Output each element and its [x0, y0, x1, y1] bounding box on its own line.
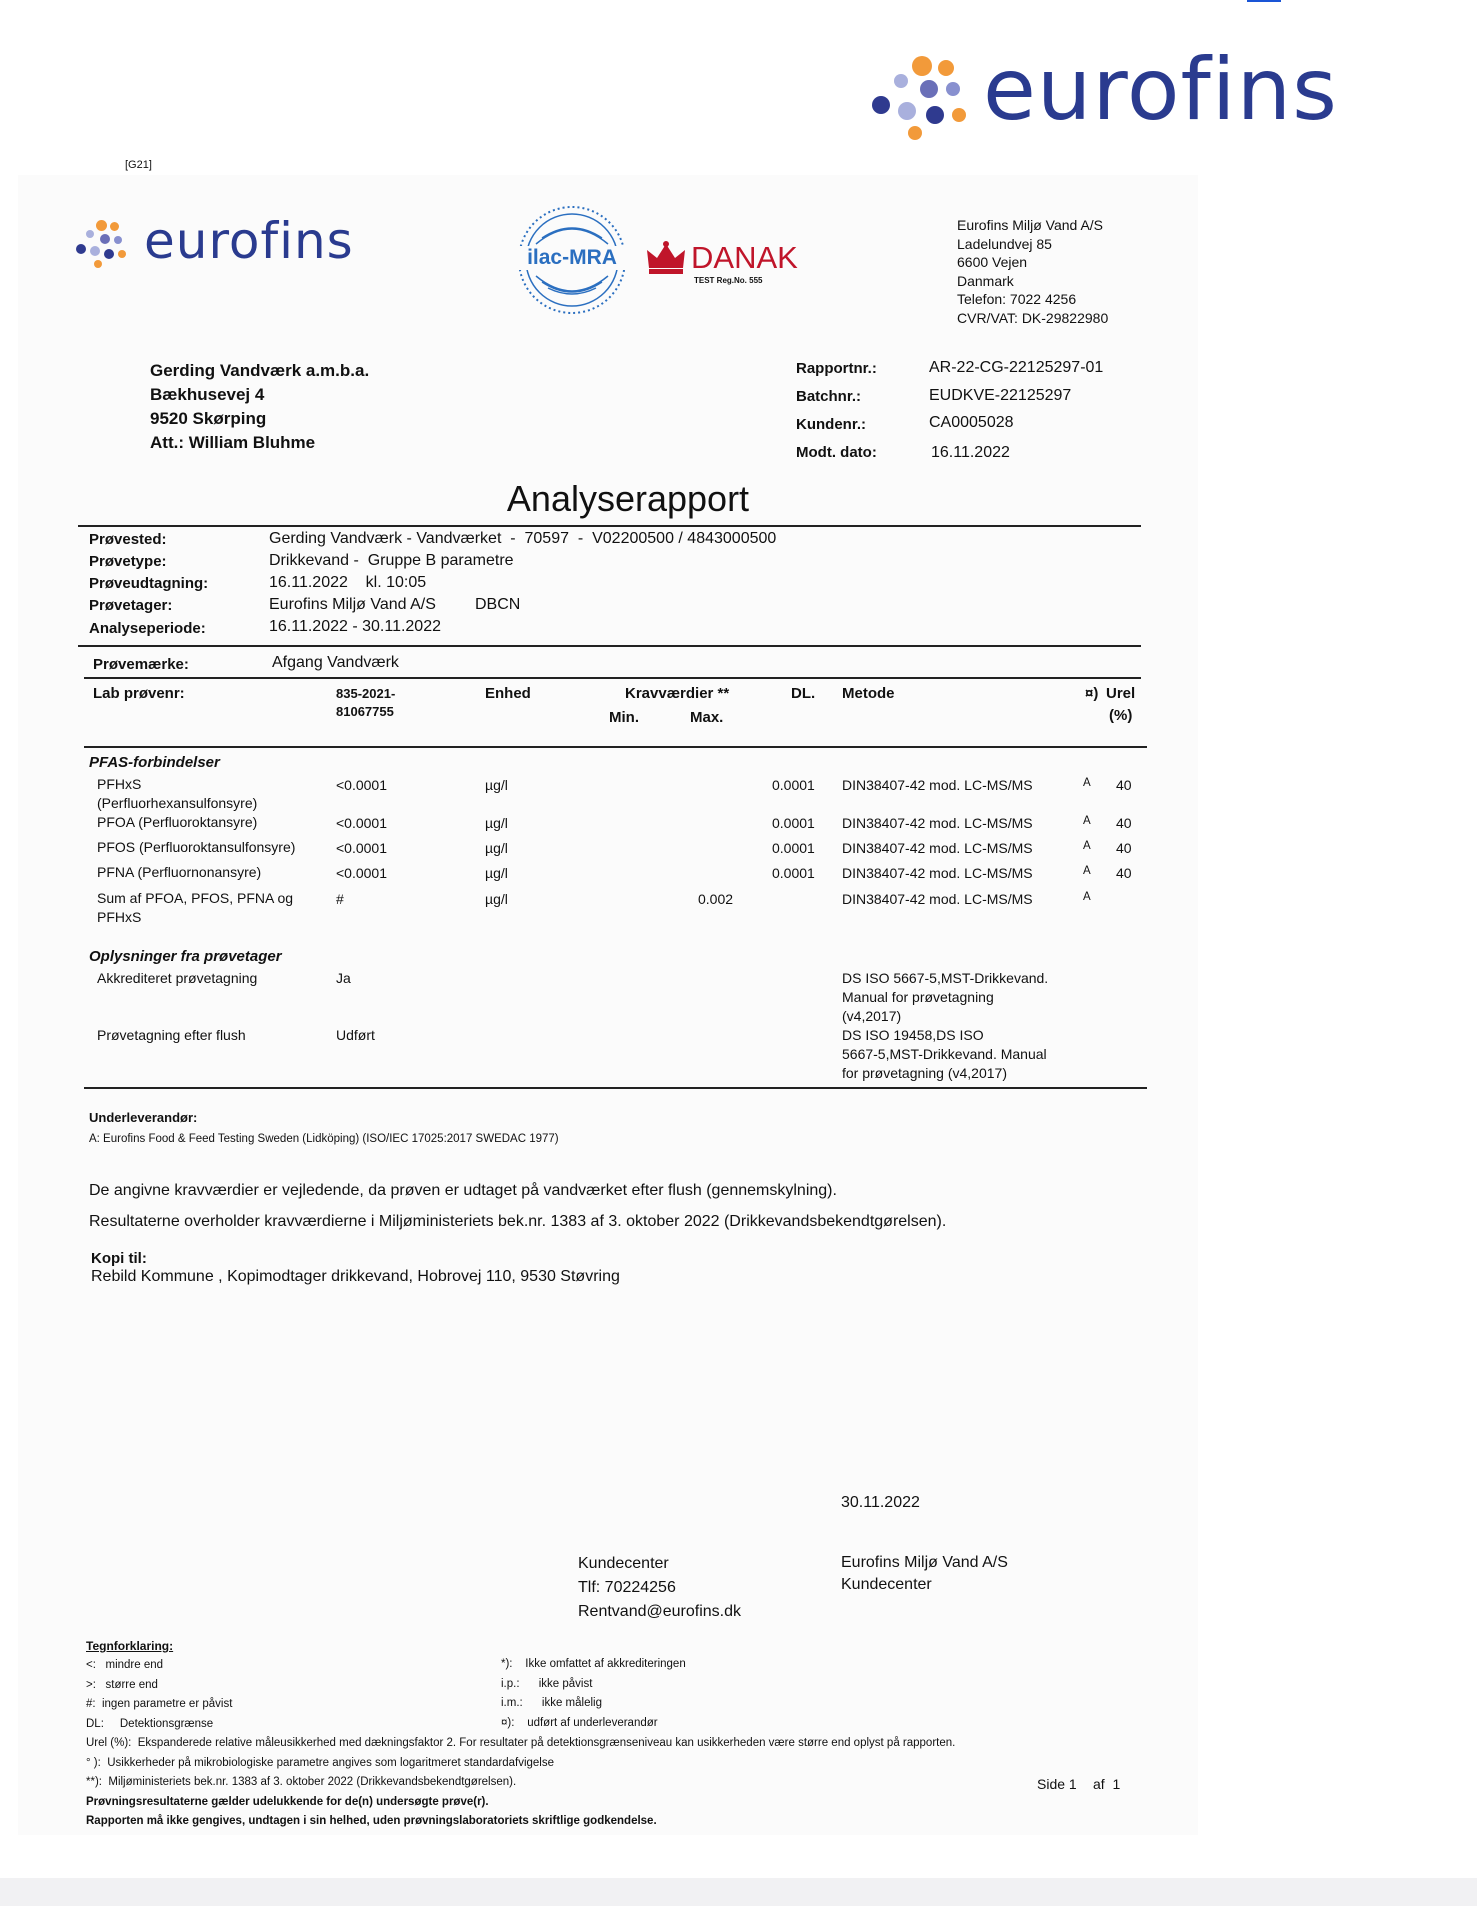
- legend-note: Urel (%): Ekspanderede relative måleusikkerhed med dækningsfaktor 2. For resultater på detektionsgrænseniveau kan usikkerheden være større end oplyst på rapporten.: [86, 1737, 956, 1749]
- eurofins-logo-large: [868, 40, 1338, 142]
- danak-wordmark: DANAK: [691, 240, 798, 275]
- unit: µg/l: [485, 777, 508, 793]
- method: DIN38407-42 mod. LC-MS/MS: [842, 815, 1033, 831]
- subcontractor-text: A: Eurofins Food & Feed Testing Sweden (Lidköping) (ISO/IEC 17025:2017 SWEDAC 1977): [89, 1133, 559, 1145]
- col-max: Max.: [690, 709, 724, 726]
- contact-email[interactable]: Rentvand@eurofins.dk: [578, 1603, 741, 1620]
- unit: µg/l: [485, 815, 508, 831]
- analysis-period-value: 16.11.2022 - 30.11.2022: [269, 618, 441, 635]
- legend-item: i.p.: ikke påvist: [501, 1677, 593, 1690]
- param-name: PFOS (Perfluoroktansulfonsyre): [97, 839, 296, 855]
- eurofins-logo-small: [76, 212, 356, 276]
- info-result: Ja: [336, 970, 351, 986]
- dl: 0.0001: [772, 865, 815, 881]
- param-name: PFHxS: [97, 776, 142, 792]
- customer-number-value: CA0005028: [929, 414, 1014, 431]
- customer-name: Gerding Vandværk a.m.b.a.: [150, 361, 370, 380]
- col-dl: DL.: [791, 685, 816, 702]
- analysis-period-label: Analyseperiode:: [89, 620, 206, 637]
- method: (v4,2017): [842, 1008, 902, 1024]
- contact-phone: Tlf: 70224256: [578, 1579, 676, 1596]
- subcontractor-flag: A: [1083, 891, 1091, 903]
- page-bottom-strip: [0, 1878, 1477, 1906]
- legend-item: #: ingen parametre er påvist: [86, 1698, 233, 1710]
- legend-notes: [86, 1734, 955, 1793]
- page-total: af 1: [1093, 1776, 1121, 1792]
- customer-number-label: Kundenr.:: [796, 416, 866, 433]
- sampler-section-title: Oplysninger fra prøvetager: [89, 948, 282, 965]
- subcontractor-flag: A: [1083, 815, 1091, 827]
- divider: [84, 677, 1141, 679]
- urel: 40: [1116, 815, 1132, 831]
- lab-street: Ladelundvej 85: [957, 235, 1052, 252]
- col-method: Metode: [842, 685, 895, 702]
- method: 5667-5,MST-Drikkevand. Manual: [842, 1046, 1047, 1062]
- col-requirements: Kravværdier **: [625, 685, 730, 702]
- lab-name: Eurofins Miljø Vand A/S: [957, 217, 1104, 233]
- sampling-date-label: Prøveudtagning:: [89, 575, 209, 592]
- lab-address: [957, 216, 1108, 327]
- legend-item: DL: Detektionsgrænse: [86, 1717, 214, 1730]
- sampler-value: Eurofins Miljø Vand A/S: [269, 596, 436, 613]
- lab-number-line2: 81067755: [336, 704, 394, 719]
- result: <0.0001: [336, 815, 387, 831]
- col-urel: Urel: [1106, 685, 1136, 702]
- copy-to-text: Rebild Kommune , Kopimodtager drikkevand, Hobrovej 110, 9530 Støvring: [91, 1268, 620, 1285]
- method: DS ISO 5667-5,MST-Drikkevand.: [842, 970, 1049, 986]
- danak-reg-no: TEST Reg.No. 555: [694, 276, 763, 285]
- urel: 40: [1116, 840, 1132, 856]
- note-compliance: Resultaterne overholder kravværdierne i Miljøministeriets bek.nr. 1383 af 3. oktober 2022 (Drikkevandsbekendtgørelsen).: [89, 1213, 947, 1230]
- note-guideline: De angivne kravværdier er vejledende, da prøven er udtaget på vandværket efter flush (gennemskylning).: [89, 1182, 837, 1199]
- disclaimer-line: Prøvningsresultaterne gælder udelukkende for de(n) undersøgte prøve(r).: [86, 1796, 489, 1808]
- batch-number-value: EUDKVE-22125297: [929, 387, 1072, 404]
- sample-site-value: Gerding Vandværk - Vandværket - 70597 - V02200500 / 4843000500: [269, 530, 777, 547]
- subcontractor-label: Underleverandør:: [89, 1110, 198, 1125]
- signature-date: 30.11.2022: [841, 1494, 920, 1511]
- unit: µg/l: [485, 891, 508, 907]
- customer-city: 9520 Skørping: [150, 409, 267, 428]
- copy-to-label: Kopi til:: [91, 1250, 147, 1267]
- lab-country: Danmark: [957, 272, 1014, 289]
- col-lab-sample: Lab prøvenr:: [93, 685, 185, 702]
- received-date-label: Modt. dato:: [796, 444, 877, 461]
- legend-item: i.m.: ikke målelig: [501, 1697, 602, 1709]
- legend-item: *): Ikke omfattet af akkrediteringen: [501, 1658, 686, 1670]
- result: <0.0001: [336, 777, 387, 793]
- report-number-label: Rapportnr.:: [796, 360, 877, 377]
- contact-name: Kundecenter: [578, 1555, 669, 1572]
- divider: [78, 525, 1141, 527]
- col-min: Min.: [609, 709, 639, 726]
- sample-type-label: Prøvetype:: [89, 553, 167, 570]
- col-unit: Enhed: [485, 685, 531, 702]
- received-date-value: 16.11.2022: [931, 444, 1010, 461]
- legend-right: [501, 1655, 686, 1733]
- urel: 40: [1116, 865, 1132, 881]
- divider: [84, 746, 1147, 748]
- legend-item: >: større end: [86, 1678, 158, 1691]
- legend-note: ° ): Usikkerheder på mikrobiologiske parametre angives som logaritmeret standardafvigelse: [86, 1756, 555, 1769]
- method: DIN38407-42 mod. LC-MS/MS: [842, 840, 1033, 856]
- ilac-label: ilac-MRA: [518, 246, 626, 270]
- dl: 0.0001: [772, 840, 815, 856]
- logo-wordmark-small: eurofins: [144, 212, 354, 270]
- logo-wordmark: eurofins: [983, 40, 1338, 140]
- subcontractor-flag: A: [1083, 777, 1091, 789]
- dl: 0.0001: [772, 815, 815, 831]
- method: for prøvetagning (v4,2017): [842, 1065, 1007, 1081]
- document-code: [G21]: [125, 159, 152, 171]
- param-name-cont: PFHxS: [97, 909, 142, 925]
- report-title: Analyserapport: [506, 478, 750, 519]
- sample-type-value: Drikkevand - Gruppe B parametre: [269, 552, 514, 569]
- result: #: [336, 891, 344, 907]
- dl: 0.0001: [772, 777, 815, 793]
- urel: 40: [1116, 777, 1132, 793]
- legend-item: <: mindre end: [86, 1659, 164, 1671]
- sample-mark-label: Prøvemærke:: [93, 656, 189, 673]
- customer-center: [578, 1552, 741, 1624]
- customer-address: [150, 359, 369, 455]
- method: DIN38407-42 mod. LC-MS/MS: [842, 865, 1033, 881]
- param-name: Sum af PFOA, PFOS, PFNA og: [97, 890, 294, 906]
- subcontractor-flag: A: [1083, 865, 1091, 877]
- lab-vat: CVR/VAT: DK-29822980: [957, 309, 1109, 326]
- legend-left: [86, 1656, 232, 1734]
- divider: [78, 645, 1141, 647]
- danak-logo: [645, 238, 805, 288]
- disclaimer-line: Rapporten må ikke gengives, undtagen i sin helhed, uden prøvningslaboratoriets skriftlige godkendelse.: [86, 1815, 657, 1827]
- subcontractor-flag: A: [1083, 840, 1091, 852]
- unit: µg/l: [485, 840, 508, 856]
- method: DIN38407-42 mod. LC-MS/MS: [842, 777, 1033, 793]
- signer: [841, 1552, 1008, 1596]
- sampling-date-value: 16.11.2022 kl. 10:05: [269, 574, 427, 591]
- divider: [84, 1087, 1147, 1089]
- legend-item: ¤): udført af underleverandør: [501, 1716, 658, 1729]
- info-name: Prøvetagning efter flush: [97, 1027, 246, 1043]
- top-link-underline[interactable]: [1247, 0, 1281, 2]
- legend-disclaimer: [86, 1793, 657, 1831]
- param-name-cont: (Perfluorhexansulfonsyre): [97, 795, 258, 811]
- result: <0.0001: [336, 865, 387, 881]
- unit: µg/l: [485, 865, 508, 881]
- result: <0.0001: [336, 840, 387, 856]
- info-result: Udført: [336, 1027, 375, 1043]
- col-urel-unit: (%): [1109, 707, 1133, 724]
- param-name: PFNA (Perfluornonansyre): [97, 864, 262, 880]
- batch-number-label: Batchnr.:: [796, 388, 862, 405]
- sampler-label: Prøvetager:: [89, 597, 173, 614]
- legend-note: **): Miljøministeriets bek.nr. 1383 af 3. oktober 2022 (Drikkevandsbekendtgørelsen).: [86, 1776, 517, 1788]
- legend-title: Tegnforklaring:: [86, 1639, 174, 1653]
- method: DS ISO 19458,DS ISO: [842, 1027, 984, 1043]
- method: Manual for prøvetagning: [842, 989, 994, 1005]
- max: 0.002: [698, 891, 734, 907]
- sampler-initials: DBCN: [475, 596, 521, 613]
- method: DIN38407-42 mod. LC-MS/MS: [842, 891, 1033, 907]
- info-name: Akkrediteret prøvetagning: [97, 970, 258, 986]
- sample-mark-value: Afgang Vandværk: [272, 654, 399, 671]
- crown-icon: [645, 240, 687, 276]
- lab-number-line1: 835-2021-: [336, 686, 396, 701]
- customer-street: Bækhusevej 4: [150, 385, 265, 404]
- customer-attention: Att.: William Bluhme: [150, 433, 316, 452]
- param-name: PFOA (Perfluoroktansyre): [97, 814, 258, 830]
- lab-phone: Telefon: 7022 4256: [957, 291, 1077, 307]
- page-number: Side 1: [1037, 1776, 1077, 1792]
- signer-department: Kundecenter: [841, 1576, 932, 1593]
- report-number-value: AR-22-CG-22125297-01: [929, 359, 1104, 376]
- lab-city: 6600 Vejen: [957, 254, 1028, 270]
- ilac-mra-seal: [516, 204, 628, 316]
- pfas-section-title: PFAS-forbindelser: [89, 754, 220, 771]
- sample-site-label: Prøvested:: [89, 531, 167, 548]
- signer-company: Eurofins Miljø Vand A/S: [841, 1554, 1008, 1571]
- col-subcontractor: ¤): [1085, 685, 1099, 702]
